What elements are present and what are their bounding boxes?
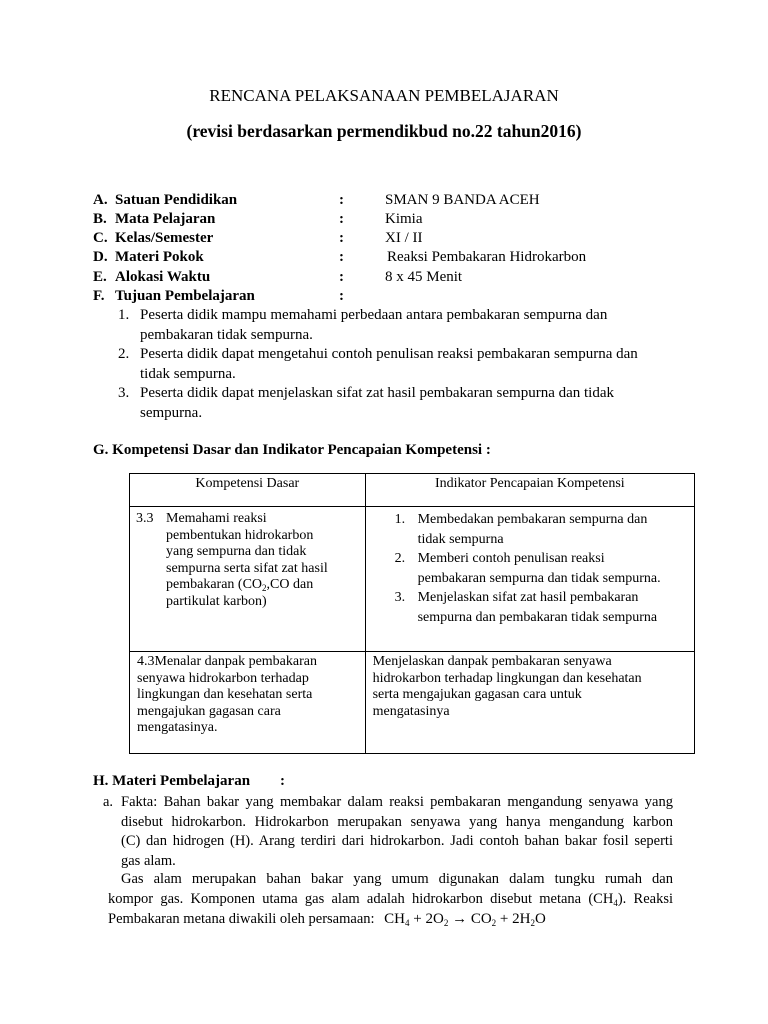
subscript: 4 [405,917,410,928]
kd-line: 4.3Menalar danpak pembakaran [137,654,317,669]
objective-line: Peserta didik dapat mengetahui contoh penulisan reaksi pembakaran sempurna dan [140,346,638,362]
ipk-line: sempurna dan pembakaran tidak sempurna [417,609,658,625]
identity-row-satuan [93,191,693,210]
competency-table [129,473,695,754]
eq-plus-h2: + 2H [496,910,531,927]
material-a-label: a. [103,794,114,810]
material-line: gas alam. [121,852,176,869]
material-line: (C) dan hidrogen (H). Arang terdiri dari hidrokarbon. Jadi contoh bahan bakar fosil seperti [121,833,673,849]
material-line [108,890,673,910]
kd-line: yang sempurna dan tidak [166,544,307,559]
identity-colon: : [339,288,344,304]
document-title: RENCANA PELAKSANAAN PEMBELAJARAN [209,86,559,105]
material-gas-alam [121,870,673,890]
eq-co: CO [470,910,492,927]
kd-line: mengajukan gagasan cara [137,703,281,719]
identity-value: Reaksi Pembakaran Hidrokarbon [387,249,587,265]
eq-ch: CH [384,910,406,927]
ipk-line: pembakaran sempurna dan tidak sempurna. [417,570,661,586]
kd-line: lingkungan dan kesehatan serta [137,687,313,702]
subscript: 2 [443,917,449,928]
combustion-equation [384,911,546,927]
subscript: 2 [262,583,267,593]
identity-label: Materi Pokok [115,249,204,265]
table-row [130,652,695,754]
ipk-cell-1 [365,507,694,652]
kd-line: mengatasinya. [137,720,218,735]
identity-colon: : [339,269,344,285]
subscript: 2 [491,917,497,928]
kd-line [166,577,366,594]
identity-label: Mata Pelajaran [115,211,216,227]
material-line: Fakta: Bahan bakar yang membakar dalam reaksi pembakaran mengandung senyawa yang [121,794,673,810]
identity-row-materi [93,248,693,267]
ipk-number: 2. [394,551,406,566]
identity-colon: : [339,211,344,227]
section-g-title: G. Kompetensi Dasar dan Indikator Pencapaian Kompetensi : [93,442,491,458]
identity-row-tujuan [93,287,693,306]
ipk-line: Membedakan pembakaran sempurna dan [417,512,648,527]
table-row [130,507,695,652]
kd-line: Memahami reaksi [166,511,267,526]
identity-value: Kimia [385,211,423,227]
objective-line: tidak sempurna. [140,365,236,382]
identity-value: SMAN 9 BANDA ACEH [385,192,540,208]
identity-value: XI / II [385,230,423,246]
identity-key: C. [93,230,108,246]
document-subtitle: (revisi berdasarkan permendikbud no.22 tahun2016) [186,121,582,141]
objective-line: Peserta didik dapat menjelaskan sifat zat hasil pembakaran sempurna dan tidak [140,385,615,401]
material-line: disebut hidrokarbon. Hidrokarbon merupakan senyawa yang hanya mengandung karbon [121,813,673,830]
identity-label: Kelas/Semester [115,230,214,246]
section-h-title: H. Materi Pembelajaran [93,773,251,789]
identity-value: 8 x 45 Menit [385,269,463,285]
identity-label: Tujuan Pembelajaran [115,288,255,304]
material-gas-alam-cont [108,890,673,929]
kd-line: pembentukan hidrokarbon [166,527,314,543]
ipk-line: tidak sempurna [417,531,504,547]
kd-text: ,CO dan [266,577,314,592]
material-text: Pembakaran metana diwakili oleh persamaan: [108,910,375,927]
objective-number: 3. [118,385,130,401]
identity-colon: : [339,249,344,265]
kd-line: sempurna serta sifat zat hasil [166,560,328,576]
identity-key: D. [93,249,108,265]
subscript: 2 [530,917,535,928]
subscript: 4 [613,898,618,908]
kd-number: 3.3 [136,511,154,526]
identity-key: B. [93,211,107,227]
identity-label: Satuan Pendidikan [115,192,238,208]
kd-cell-4-3 [130,652,366,754]
section-h-colon: : [280,773,285,789]
objective-line: sempurna. [140,404,203,421]
material-line: Gas alam merupakan bahan bakar yang umum digunakan dalam tungku rumah dan [121,871,673,887]
ipk-line: Menjelaskan sifat zat hasil pembakaran [417,590,639,605]
identity-row-alokasi [93,268,693,287]
header-kd: Kompetensi Dasar [130,474,366,507]
eq-plus-o2: + 2O [409,910,444,927]
material-line [108,910,673,930]
ipk-cell-2 [365,652,694,754]
identity-label: Alokasi Waktu [115,269,211,285]
objective-number: 2. [118,346,130,362]
identity-key: F. [93,288,105,304]
identity-colon: : [339,230,344,246]
identity-key: E. [93,269,107,285]
ipk-line: serta mengajukan gagasan cara untuk [372,687,582,702]
kd-line: partikulat karbon) [166,593,267,609]
kd-cell-3-3 [130,507,366,652]
objective-line: pembakaran tidak sempurna. [140,326,313,343]
ipk-line: Memberi contoh penulisan reaksi [417,551,605,566]
identity-row-mapel [93,210,693,229]
kd-text: pembakaran (CO [166,577,263,592]
ipk-line: mengatasinya [372,703,450,719]
arrow-icon: → [448,910,471,927]
header-ipk: Indikator Pencapaian Kompetensi [365,474,694,507]
identity-row-kelas [93,229,693,248]
ipk-line: hidrokarbon terhadap lingkungan dan kesehatan [372,670,642,686]
objective-number: 1. [118,307,130,323]
table-header-row [130,474,695,507]
material-text: kompor gas. Komponen utama gas alam adalah hidrokarbon disebut metana (CH [108,891,614,907]
ipk-number: 3. [394,590,406,605]
identity-colon: : [339,192,344,208]
ipk-line: Menjelaskan danpak pembakaran senyawa [372,654,612,669]
material-fact [121,793,673,871]
kd-line: senyawa hidrokarbon terhadap [137,670,309,686]
identity-key: A. [93,192,108,208]
eq-o: O [534,910,546,927]
objective-line: Peserta didik mampu memahami perbedaan antara pembakaran sempurna dan [140,307,608,323]
material-text: ). Reaksi [617,891,673,907]
ipk-number: 1. [394,512,406,527]
